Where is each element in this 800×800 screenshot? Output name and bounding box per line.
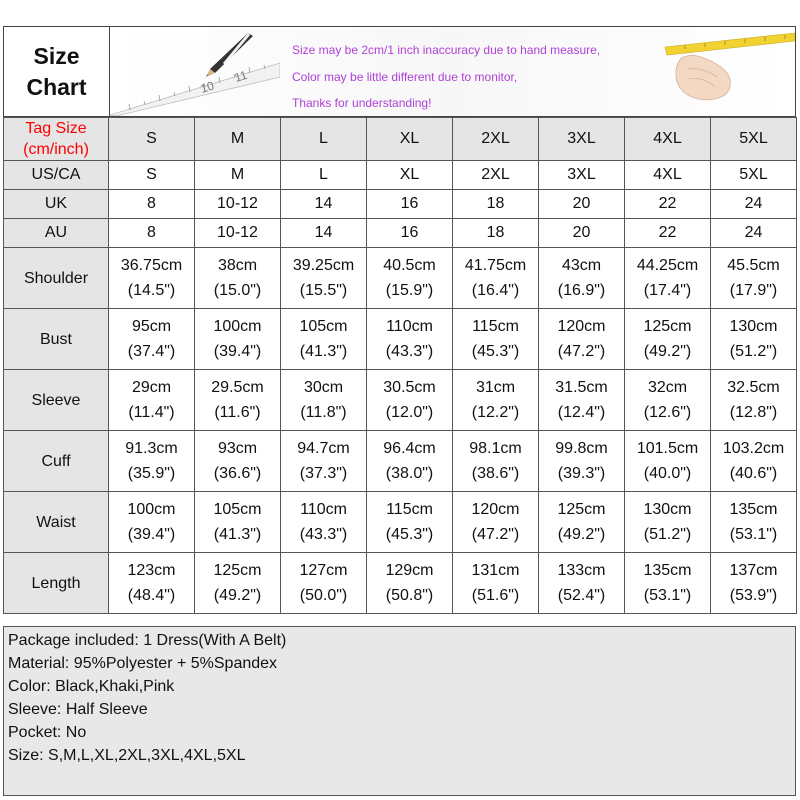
measurement-inch: (50.0") (299, 587, 348, 604)
measurement-row-length (4, 553, 797, 614)
measurement-cell (109, 492, 195, 553)
measurement-cell (711, 431, 797, 492)
row-label-au: AU (4, 219, 109, 248)
measurement-inch: (41.3") (299, 343, 348, 360)
uk-cell: 16 (367, 190, 453, 219)
measurement-cell (453, 492, 539, 553)
us-ca-cell: M (195, 161, 281, 190)
measurement-cm: 96.4cm (383, 440, 436, 457)
measurement-cell (625, 492, 711, 553)
measurement-cell (367, 248, 453, 309)
info-sizes: Size: S,M,L,XL,2XL,3XL,4XL,5XL (8, 747, 246, 765)
measurement-cell (281, 370, 367, 431)
measurement-cell (539, 370, 625, 431)
measurement-inch: (16.4") (471, 282, 520, 299)
measurement-inch: (16.9") (557, 282, 606, 299)
measurement-cm: 40.5cm (383, 257, 436, 274)
au-cell: 14 (281, 219, 367, 248)
measurement-rows (4, 248, 797, 614)
tag-size-cell: XL (367, 118, 453, 161)
measurement-cell (453, 309, 539, 370)
au-cell: 16 (367, 219, 453, 248)
measurement-cell (625, 309, 711, 370)
measurement-inch: (12.8") (729, 404, 778, 421)
tag-size-cell: 3XL (539, 118, 625, 161)
us-ca-cell: S (109, 161, 195, 190)
pencil-ruler-icon (110, 27, 280, 116)
measurement-cell (281, 309, 367, 370)
measurement-cell (453, 370, 539, 431)
measurement-cell (367, 309, 453, 370)
au-row (4, 219, 797, 248)
ruler-number-11: 11 (232, 67, 249, 85)
measurement-inch: (53.9") (729, 587, 778, 604)
measurement-cm: 38cm (217, 257, 258, 274)
measurement-cm: 31.5cm (555, 379, 608, 396)
measurement-cm: 133cm (557, 562, 606, 579)
uk-row (4, 190, 797, 219)
measurement-cell (711, 309, 797, 370)
row-label-waist: Waist (4, 492, 109, 553)
measurement-row-bust (4, 309, 797, 370)
us-ca-cell: 4XL (625, 161, 711, 190)
measurement-cm: 100cm (213, 318, 262, 335)
measurement-cm: 105cm (213, 501, 262, 518)
uk-cell: 24 (711, 190, 797, 219)
measurement-cm: 120cm (471, 501, 520, 518)
measurement-inch: (36.6") (213, 465, 262, 482)
measurement-inch: (41.3") (213, 526, 262, 543)
uk-cell: 14 (281, 190, 367, 219)
row-label-us-ca: US/CA (4, 161, 109, 190)
measurement-inch: (49.2") (643, 343, 692, 360)
measurement-cell (539, 492, 625, 553)
us-ca-row (4, 161, 797, 190)
measurement-cell (109, 309, 195, 370)
measurement-cell (195, 248, 281, 309)
measurement-inch: (43.3") (299, 526, 348, 543)
measurement-inch: (11.8") (300, 404, 347, 421)
tag-size-label-line-2: (cm/inch) (23, 141, 89, 158)
measurement-inch: (52.4") (557, 587, 606, 604)
measurement-cm: 29cm (131, 379, 172, 396)
row-label-sleeve: Sleeve (4, 370, 109, 431)
measurement-inch: (40.0") (643, 465, 692, 482)
measurement-inch: (53.1") (729, 526, 778, 543)
uk-cell: 22 (625, 190, 711, 219)
tag-size-cell: 5XL (711, 118, 797, 161)
measurement-cm: 31cm (475, 379, 516, 396)
uk-cell: 8 (109, 190, 195, 219)
tag-size-row (4, 118, 797, 161)
uk-cell: 20 (539, 190, 625, 219)
measurement-inch: (47.2") (557, 343, 606, 360)
measurement-cell (711, 248, 797, 309)
measurement-inch: (11.6") (214, 404, 261, 421)
measurement-cell (109, 370, 195, 431)
notice-thanks: Thanks for understanding! (292, 96, 432, 110)
measurement-cell (539, 309, 625, 370)
au-cell: 10-12 (195, 219, 281, 248)
measurement-cell (367, 370, 453, 431)
measurement-inch: (48.4") (127, 587, 176, 604)
info-material: Material: 95%Polyester + 5%Spandex (8, 655, 278, 673)
measurement-cm: 127cm (299, 562, 348, 579)
measurement-cm: 115cm (386, 501, 433, 518)
measurement-cm: 125cm (213, 562, 262, 579)
measurement-inch: (37.3") (299, 465, 348, 482)
tag-size-label (4, 118, 109, 161)
tag-size-cell: L (281, 118, 367, 161)
uk-cell: 10-12 (195, 190, 281, 219)
measurement-cell (711, 370, 797, 431)
measurement-cell (625, 370, 711, 431)
au-cell: 18 (453, 219, 539, 248)
us-ca-cell: 2XL (453, 161, 539, 190)
measurement-inch: (38.6") (471, 465, 520, 482)
measurement-cm: 32cm (647, 379, 688, 396)
tag-size-label-line-1: Tag Size (25, 120, 87, 137)
measurement-cell (281, 553, 367, 614)
measurement-cm: 105cm (299, 318, 348, 335)
au-cell: 22 (625, 219, 711, 248)
row-label-uk: UK (4, 190, 109, 219)
measurement-cell (453, 248, 539, 309)
tag-size-cell: S (109, 118, 195, 161)
measurement-cell (539, 431, 625, 492)
measurement-inch: (39.3") (557, 465, 606, 482)
measurement-cm: 100cm (127, 501, 176, 518)
measurement-cell (109, 431, 195, 492)
row-label-shoulder: Shoulder (4, 248, 109, 309)
measurement-row-sleeve (4, 370, 797, 431)
us-ca-cell: 5XL (711, 161, 797, 190)
us-ca-cell: L (281, 161, 367, 190)
measurement-cm: 43cm (561, 257, 602, 274)
measurement-cm: 137cm (729, 562, 778, 579)
measurement-cm: 101.5cm (636, 440, 699, 457)
measurement-cm: 41.75cm (464, 257, 527, 274)
measurement-inch: (39.4") (127, 526, 176, 543)
measurement-inch: (45.3") (471, 343, 520, 360)
measurement-inch: (11.4") (128, 404, 175, 421)
measurement-cm: 29.5cm (211, 379, 264, 396)
measurement-cm: 135cm (729, 501, 778, 518)
measurement-inch: (17.9") (729, 282, 778, 299)
measurement-cm: 95cm (131, 318, 172, 335)
measurement-cm: 125cm (643, 318, 692, 335)
measurement-inch: (53.1") (643, 587, 692, 604)
measurement-inch: (12.0") (385, 404, 434, 421)
measurement-cell (195, 431, 281, 492)
notice-measure-inaccuracy: Size may be 2cm/1 inch inaccuracy due to hand measure, (292, 43, 601, 57)
measurement-cell (195, 309, 281, 370)
measurement-cell (109, 553, 195, 614)
measurement-cm: 130cm (729, 318, 778, 335)
measurement-inch: (50.8") (385, 587, 434, 604)
measurement-inch: (15.9") (385, 282, 434, 299)
measurement-inch: (45.3") (385, 526, 434, 543)
measurement-inch: (40.6") (729, 465, 778, 482)
row-label-length: Length (4, 553, 109, 614)
measurement-cell (539, 248, 625, 309)
row-label-bust: Bust (4, 309, 109, 370)
measurement-inch: (51.6") (471, 587, 520, 604)
size-table (3, 117, 797, 614)
info-color: Color: Black,Khaki,Pink (8, 678, 175, 696)
au-cell: 20 (539, 219, 625, 248)
measurement-cell (711, 492, 797, 553)
measurement-cm: 110cm (300, 501, 347, 518)
measurement-cell (711, 553, 797, 614)
measurement-inch: (51.2") (643, 526, 692, 543)
measurement-inch: (39.4") (213, 343, 262, 360)
measurement-cm: 129cm (385, 562, 434, 579)
size-chart-title (4, 27, 110, 116)
title-line-2: Chart (26, 73, 87, 100)
notice-color-difference: Color may be little different due to monitor, (292, 70, 518, 84)
measurement-cm: 45.5cm (727, 257, 780, 274)
measurement-cell (453, 431, 539, 492)
measurement-inch: (49.2") (213, 587, 262, 604)
measurement-cell (367, 553, 453, 614)
measurement-cm: 36.75cm (120, 257, 183, 274)
measurement-cm: 115cm (472, 318, 519, 335)
measurement-cell (625, 431, 711, 492)
tag-size-cell: 4XL (625, 118, 711, 161)
measurement-inch: (35.9") (127, 465, 176, 482)
measurement-cm: 110cm (386, 318, 433, 335)
au-cell: 24 (711, 219, 797, 248)
measurement-cell (625, 553, 711, 614)
measurement-inch: (37.4") (127, 343, 176, 360)
measurement-cell (195, 370, 281, 431)
uk-cell: 18 (453, 190, 539, 219)
measurement-inch: (49.2") (557, 526, 606, 543)
measurement-cell (195, 553, 281, 614)
measurement-cm: 91.3cm (125, 440, 178, 457)
chart-header (3, 26, 796, 117)
measurement-inch: (47.2") (471, 526, 520, 543)
us-ca-cell: XL (367, 161, 453, 190)
measurement-cm: 123cm (127, 562, 176, 579)
measurement-cm: 135cm (643, 562, 692, 579)
measurement-inch: (43.3") (385, 343, 434, 360)
measurement-cm: 32.5cm (727, 379, 780, 396)
measurement-row-shoulder (4, 248, 797, 309)
measurement-cm: 103.2cm (722, 440, 785, 457)
measurement-cell (281, 492, 367, 553)
measurement-inch: (38.0") (385, 465, 434, 482)
measurement-row-cuff (4, 431, 797, 492)
ruler-number-10: 10 (198, 78, 216, 96)
info-sleeve: Sleeve: Half Sleeve (8, 701, 148, 719)
product-info-panel (3, 626, 796, 796)
measurement-cm: 94.7cm (297, 440, 350, 457)
measurement-cm: 39.25cm (292, 257, 355, 274)
measurement-cell (281, 431, 367, 492)
measurement-cell (281, 248, 367, 309)
au-cell: 8 (109, 219, 195, 248)
measurement-inch: (17.4") (643, 282, 692, 299)
measurement-cell (367, 492, 453, 553)
info-package: Package included: 1 Dress(With A Belt) (8, 632, 287, 649)
hand-tape-measure-icon (645, 27, 795, 116)
measurement-cm: 93cm (217, 440, 258, 457)
measurement-inch: (12.4") (557, 404, 606, 421)
measurement-cm: 30.5cm (383, 379, 436, 396)
title-line-1: Size (33, 42, 80, 69)
measurement-cell (453, 553, 539, 614)
measurement-cell (539, 553, 625, 614)
measurement-inch: (15.0") (213, 282, 262, 299)
tag-size-cell: M (195, 118, 281, 161)
measurement-inch: (14.5") (127, 282, 176, 299)
measurement-cm: 99.8cm (555, 440, 608, 457)
us-ca-cell: 3XL (539, 161, 625, 190)
measurement-row-waist (4, 492, 797, 553)
row-label-cuff: Cuff (4, 431, 109, 492)
measurement-cm: 30cm (303, 379, 344, 396)
notice-panel (110, 27, 795, 116)
measurement-cell (109, 248, 195, 309)
measurement-inch: (12.2") (471, 404, 520, 421)
measurement-cm: 125cm (557, 501, 606, 518)
measurement-cell (367, 431, 453, 492)
size-chart (3, 26, 796, 796)
tag-size-cell: 2XL (453, 118, 539, 161)
measurement-inch: (51.2") (729, 343, 778, 360)
measurement-inch: (12.6") (643, 404, 692, 421)
measurement-cm: 130cm (643, 501, 692, 518)
measurement-cell (625, 248, 711, 309)
measurement-cm: 131cm (471, 562, 520, 579)
measurement-cm: 44.25cm (636, 257, 699, 274)
measurement-cell (195, 492, 281, 553)
measurement-inch: (15.5") (299, 282, 348, 299)
info-pocket: Pocket: No (8, 724, 87, 742)
measurement-cm: 120cm (557, 318, 606, 335)
measurement-cm: 98.1cm (469, 440, 522, 457)
